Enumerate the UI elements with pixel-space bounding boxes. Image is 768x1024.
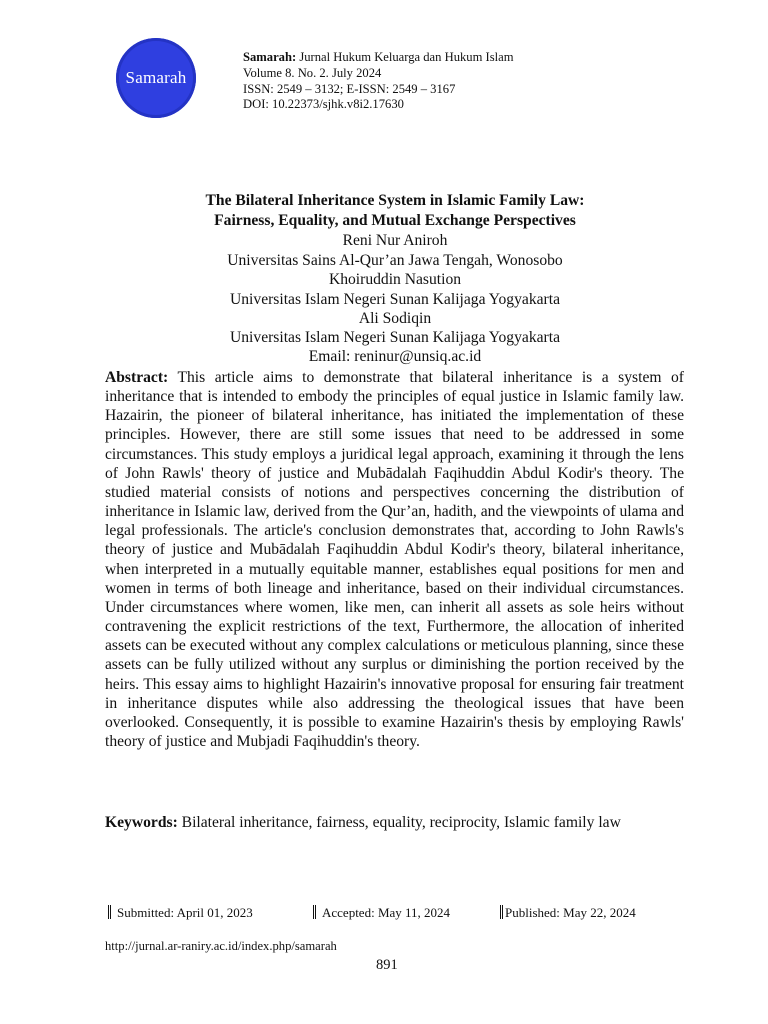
author-name: Khoiruddin Nasution [328, 271, 462, 288]
keywords-label: Keywords: [105, 814, 178, 831]
abstract [105, 368, 684, 751]
journal-logo-text: Samarah [125, 68, 187, 87]
journal-name-bold: Samarah: [243, 50, 297, 64]
abstract-label: Abstract: [105, 369, 169, 386]
page-number: 891 [376, 957, 398, 973]
journal-issn: ISSN: 2549 – 3132; E-ISSN: 2549 – 3167 [243, 81, 456, 96]
journal-logo [116, 38, 196, 118]
accepted-date-text: Accepted: May 11, 2024 [322, 905, 451, 920]
double-bar-icon [313, 905, 316, 919]
author-email: Email: reninur@unsiq.ac.id [308, 348, 482, 365]
double-bar-icon [500, 905, 503, 919]
journal-url-link[interactable]: http://jurnal.ar-raniry.ac.id/index.php/samarah [105, 939, 337, 953]
author-affiliation: Universitas Sains Al-Qur’an Jawa Tengah, Wonosobo [227, 252, 563, 269]
article-title-line-2: Fairness, Equality, and Mutual Exchange Perspectives [214, 212, 576, 229]
author-name: Reni Nur Aniroh [342, 232, 448, 249]
article-title-line-1: The Bilateral Inheritance System in Islamic Family Law: [205, 192, 585, 209]
journal-volume: Volume 8. No. 2. July 2024 [243, 65, 382, 80]
journal-name-rest: Jurnal Hukum Keluarga dan Hukum Islam [296, 50, 514, 64]
author-affiliation: Universitas Islam Negeri Sunan Kalijaga Yogyakarta [230, 291, 560, 308]
submitted-date-text: Submitted: April 01, 2023 [117, 905, 253, 920]
submitted-date [108, 905, 253, 921]
abstract-text: This article aims to demonstrate that bilateral inheritance is a system of inheritance that is intended to embody the principles of equal justice in Islamic family law. Hazairin, the pioneer of bilateral inheritance, has initiated the implementation of these principles. However, there are still some issues that need to be addressed in some circumstances. This study employs a juridical legal approach, examining it through the lens of John Rawls' theory of justice and Mubādalah Faqihuddin Abdul Kodir's theory. The studied material consists of notions and perspectives concerning the distribution of inheritance in Islamic law, derived from the Qur’an, hadith, and the viewpoints of ulama and legal professionals. The article's conclusion demonstrates that, according to John Rawls's theory of justice and Mubādalah Faqihuddin Abdul Kodir's theory, bilateral inheritance, when interpreted in a mutually equitable manner, establishes equal positions for men and women in terms of both lineage and inheritance, based on their individual circumstances. Under circumstances where women, like men, can inherit all assets as sole heirs without contravening the explicit restrictions of the text, Furthermore, the allocation of inherited assets can be executed without any complex calculations or meticulous planning, since these assets can be fully utilized without any surplus or diminishing the portion received by the heirs. This essay aims to highlight Hazairin's innovative proposal for ensuring fair treatment in inheritance disputes while also addressing the theological issues that have been overlooked. Consequently, it is possible to examine Hazairin's thesis by employing Rawls' theory of justice and Mubjadi Faqihuddin's theory. [105, 369, 684, 750]
published-date-text: Published: May 22, 2024 [505, 905, 636, 920]
author-affiliation: Universitas Islam Negeri Sunan Kalijaga Yogyakarta [230, 329, 560, 346]
journal-name [243, 50, 514, 66]
published-date [500, 905, 636, 921]
author-name: Ali Sodiqin [358, 310, 432, 327]
keywords [105, 813, 684, 832]
accepted-date [313, 905, 450, 921]
journal-header [243, 50, 514, 113]
journal-doi: DOI: 10.22373/sjhk.v8i2.17630 [243, 97, 404, 112]
double-bar-icon [108, 905, 111, 919]
keywords-text: Bilateral inheritance, fairness, equality, reciprocity, Islamic family law [177, 814, 621, 831]
